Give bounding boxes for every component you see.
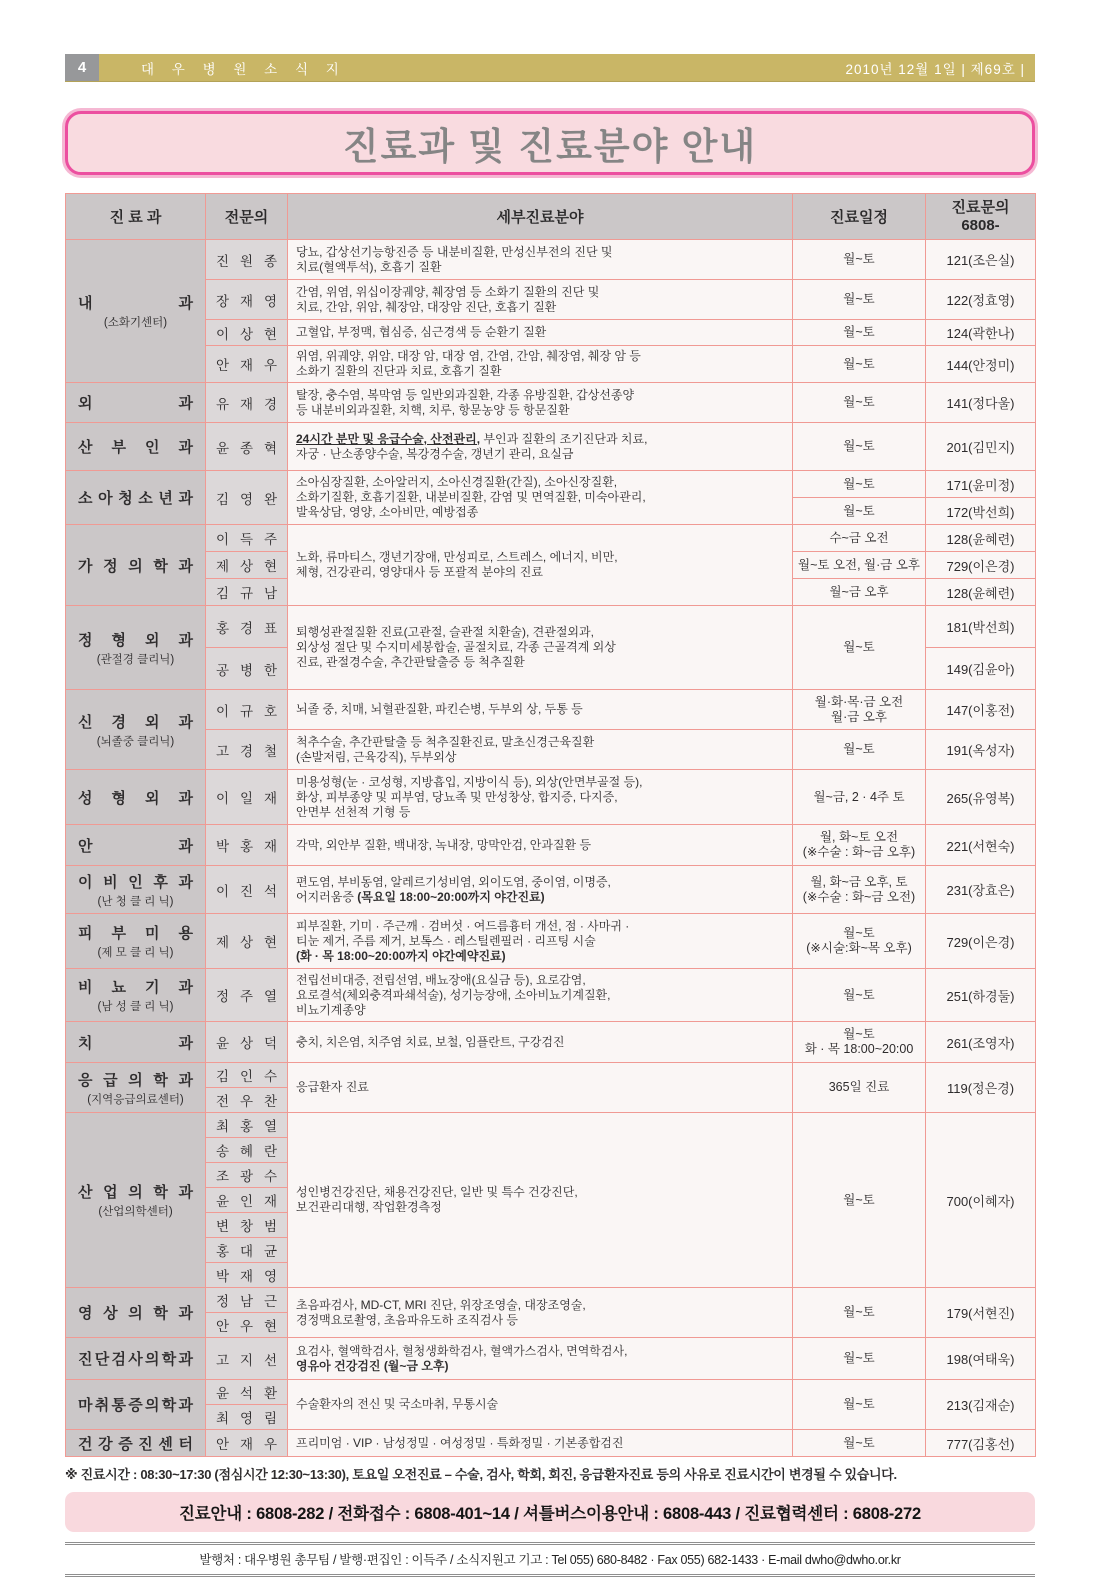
doctor-name: 정 주 열 xyxy=(216,989,277,1004)
table-row xyxy=(66,383,1036,423)
doctor-cell xyxy=(206,240,288,280)
doctor-cell xyxy=(206,1113,288,1138)
schedule-cell: 월~토 xyxy=(793,346,926,383)
doctor-name: 홍 경 표 xyxy=(216,620,277,636)
contact-cell: 149(김윤아) xyxy=(926,648,1036,690)
contact-band: 진료안내 : 6808-282 / 전화접수 : 6808-401~14 / 셔틀버스이용안내 : 6808-443 / 진료협력센터 : 6808-272 xyxy=(65,1492,1035,1532)
schedule-cell: 월~금, 2 · 4주 토 xyxy=(793,770,926,825)
department-cell xyxy=(66,383,206,423)
schedule-cell: 월·화·목·금 오전 월·금 오후 xyxy=(793,690,926,730)
fields-cell: 뇌졸 중, 치매, 뇌혈관질환, 파킨슨병, 두부외 상, 두통 등 xyxy=(288,690,793,730)
department-cell xyxy=(66,1288,206,1338)
table-row xyxy=(66,240,1036,280)
schedule-cell: 월~금 오후 xyxy=(793,579,926,606)
fields-cell: 노화, 류마티스, 갱년기장애, 만성피로, 스트레스, 에너지, 비만, 체형, 건강관리, 영양대사 등 포괄적 분야의 진료 xyxy=(288,525,793,606)
table-row xyxy=(66,969,1036,1022)
schedule-cell: 월~토 xyxy=(793,1430,926,1457)
contact-cell: 198(여태욱) xyxy=(926,1338,1036,1380)
schedule-cell: 월~토 xyxy=(793,423,926,471)
department-name: 피 부 미 용 xyxy=(78,925,193,942)
fields-cell: 피부질환, 기미 · 주근깨 · 검버섯 · 여드름흉터 개선, 점 · 사마귀 · 티눈 제거, 주름 제거, 보톡스 · 레스틸렌필러 · 리프팅 시술 (화 · 목 18:00~20:00까지 야간예약진료) xyxy=(288,914,793,969)
doctor-cell xyxy=(206,1263,288,1288)
department-name: 진 단 검 사 의 학 과 xyxy=(78,1351,193,1368)
contact-cell: 191(옥성자) xyxy=(926,730,1036,770)
schedule-cell: 월~토 xyxy=(793,730,926,770)
department-name: 마 취 통 증 의 학 과 xyxy=(78,1397,193,1414)
doctor-cell xyxy=(206,1063,288,1088)
fields-cell: 편도염, 부비동염, 알레르기성비염, 외이도염, 중이염, 이명증, 어지러움증 (목요일 18:00~20:00까지 야간진료) xyxy=(288,866,793,914)
doctor-cell xyxy=(206,423,288,471)
table-row xyxy=(66,320,1036,346)
doctor-name: 정 남 근 xyxy=(216,1294,277,1309)
doctor-name: 고 경 철 xyxy=(216,743,277,759)
doctor-cell xyxy=(206,1213,288,1238)
doctor-name: 고 지 선 xyxy=(216,1352,277,1368)
schedule-cell: 월, 화~금 오후, 토 (※수술 : 화~금 오전) xyxy=(793,866,926,914)
schedule-cell: 월~토 xyxy=(793,471,926,498)
doctor-name: 진 원 종 xyxy=(216,253,277,269)
doctor-cell xyxy=(206,914,288,969)
schedule-cell: 월~토 xyxy=(793,1113,926,1288)
department-name: 영 상 의 학 과 xyxy=(78,1305,193,1322)
department-name: 건 강 증 진 센 터 xyxy=(78,1435,193,1453)
doctor-name: 윤 상 덕 xyxy=(216,1036,277,1051)
contact-cell: 128(윤혜련) xyxy=(926,525,1036,552)
department-subtitle: (소화기센터) xyxy=(103,317,168,329)
department-cell xyxy=(66,690,206,770)
contact-cell: 201(김민지) xyxy=(926,423,1036,471)
department-cell xyxy=(66,969,206,1022)
doctor-name: 최 홍 열 xyxy=(216,1119,277,1134)
fields-cell: 프리미엄 · VIP · 남성정밀 · 여성정밀 · 특화정밀 · 기본종합검진 xyxy=(288,1430,793,1457)
doctor-name: 유 재 경 xyxy=(216,396,277,412)
doctor-name: 제 상 현 xyxy=(216,935,277,950)
fields-cell: 초음파검사, MD-CT, MRI 진단, 위장조영술, 대장조영술, 경정맥요로촬영, 초음파유도하 조직검사 등 xyxy=(288,1288,793,1338)
department-subtitle: (관절경 클리닉) xyxy=(96,653,175,666)
fields-cell: 척추수술, 추간판탈출 등 척추질환진료, 말초신경근육질환 (손발저림, 근육강직), 두부외상 xyxy=(288,730,793,770)
contact-cell: 261(조영자) xyxy=(926,1022,1036,1063)
col-header-contact-line2: 6808- xyxy=(961,216,1000,234)
doctor-cell xyxy=(206,690,288,730)
department-cell xyxy=(66,1380,206,1430)
doctor-cell xyxy=(206,280,288,320)
department-name: 외 과 xyxy=(78,395,193,412)
department-name: 정 형 외 과 xyxy=(78,631,193,649)
doctor-name: 조 광 수 xyxy=(216,1169,277,1184)
doctor-cell xyxy=(206,1088,288,1113)
contact-cell: 144(안정미) xyxy=(926,346,1036,383)
publisher-line: 발행처 : 대우병원 총무팀 / 발행·편집인 : 이득주 / 소식지원고 기고 : Tel 055) 680-8482 · Fax 055) 682-1433 · E-mail dwho@dwho.or.kr xyxy=(65,1542,1035,1577)
department-name: 안 과 xyxy=(78,837,193,855)
schedule-cell: 수~금 오전 xyxy=(793,525,926,552)
department-cell xyxy=(66,240,206,383)
schedule-cell: 365일 진료 xyxy=(793,1063,926,1113)
doctor-cell xyxy=(206,866,288,914)
contact-cell: 700(이혜자) xyxy=(926,1113,1036,1288)
doctor-name: 안 재 우 xyxy=(216,1437,277,1452)
department-cell xyxy=(66,606,206,690)
schedule-cell: 월~토 xyxy=(793,320,926,346)
contact-cell: 265(유영복) xyxy=(926,770,1036,825)
hours-note: ※ 진료시간 : 08:30~17:30 (점심시간 12:30~13:30), 토요일 오전진료 – 수술, 검사, 학회, 회진, 응급환자진료 등의 사유로 진료시간이 변경될 수 있습니다. xyxy=(65,1467,897,1482)
table-row xyxy=(66,914,1036,969)
contact-cell: 777(김홍선) xyxy=(926,1430,1036,1457)
table-row xyxy=(66,825,1036,866)
doctor-name: 송 혜 란 xyxy=(216,1144,277,1159)
table-row xyxy=(66,866,1036,914)
table-row xyxy=(66,730,1036,770)
department-cell xyxy=(66,825,206,866)
doctor-cell xyxy=(206,552,288,579)
doctor-cell xyxy=(206,1430,288,1457)
fields-cell: 위염, 위궤양, 위암, 대장 암, 대장 염, 간염, 간암, 췌장염, 췌장 암 등 소화기 질환의 진단과 치료, 호흡기 질환 xyxy=(288,346,793,383)
doctor-name: 박 홍 재 xyxy=(216,839,277,854)
table-row xyxy=(66,1288,1036,1313)
schedule-cell: 월~토 xyxy=(793,383,926,423)
doctor-cell xyxy=(206,770,288,825)
fields-cell: 각막, 외안부 질환, 백내장, 녹내장, 망막안검, 안과질환 등 xyxy=(288,825,793,866)
schedule-cell: 월~토 화 · 목 18:00~20:00 xyxy=(793,1022,926,1063)
department-cell xyxy=(66,1430,206,1457)
department-cell xyxy=(66,914,206,969)
table-row xyxy=(66,690,1036,730)
department-name: 가 정 의 학 과 xyxy=(78,557,193,575)
department-cell xyxy=(66,525,206,606)
contact-cell: 172(박선희) xyxy=(926,498,1036,525)
schedule-cell: 월, 화~토 오전 (※수술 : 화~금 오후) xyxy=(793,825,926,866)
department-name: 소 아 청 소 년 과 xyxy=(78,490,193,507)
doctor-cell xyxy=(206,579,288,606)
department-cell xyxy=(66,1022,206,1063)
fields-cell: 전립선비대증, 전립선염, 배뇨장애(요실금 등), 요로감염, 요로결석(체외충격파쇄석술), 성기능장애, 소아비뇨기계질환, 비뇨기계종양 xyxy=(288,969,793,1022)
doctor-cell xyxy=(206,1022,288,1063)
contact-cell: 213(김재순) xyxy=(926,1380,1036,1430)
fields-cell: 고혈압, 부정맥, 협심증, 심근경색 등 순환기 질환 xyxy=(288,320,793,346)
doctor-cell xyxy=(206,346,288,383)
schedule-cell: 월~토 xyxy=(793,969,926,1022)
department-name: 성 형 외 과 xyxy=(78,789,193,807)
fields-cell: 성인병건강진단, 채용건강진단, 일반 및 특수 건강진단, 보건관리대행, 작업환경측정 xyxy=(288,1113,793,1288)
section-title-box xyxy=(65,111,1035,175)
doctor-cell xyxy=(206,730,288,770)
doctor-cell xyxy=(206,969,288,1022)
page-number: 4 xyxy=(65,54,99,81)
schedule-cell: 월~토 xyxy=(793,1380,926,1430)
newsletter-title: 대 우 병 원 소 식 지 xyxy=(141,61,346,77)
department-name: 이 비 인 후 과 xyxy=(78,873,193,891)
section-title: 진료과 및 진료분야 안내 xyxy=(342,126,758,167)
schedule-cell: 월~토 xyxy=(793,240,926,280)
contact-cell: 147(이홍전) xyxy=(926,690,1036,730)
table-header-row xyxy=(66,194,1036,240)
department-name: 내 과 xyxy=(78,295,193,312)
doctor-cell xyxy=(206,1163,288,1188)
doctor-name: 이 진 석 xyxy=(216,883,277,899)
col-header-department: 진 료 과 xyxy=(66,194,206,240)
fields-cell: 간염, 위염, 위십이장궤양, 췌장염 등 소화기 질환의 진단 및 치료, 간암, 위암, 췌장암, 대장암 진단, 호흡기 질환 xyxy=(288,280,793,320)
contact-cell: 729(이은경) xyxy=(926,552,1036,579)
contact-cell: 251(하경둘) xyxy=(926,969,1036,1022)
schedule-cell: 월~토 xyxy=(793,498,926,525)
contact-cell: 171(윤미정) xyxy=(926,471,1036,498)
table-row xyxy=(66,1063,1036,1088)
doctor-cell xyxy=(206,320,288,346)
doctor-name: 윤 종 혁 xyxy=(216,440,277,456)
contact-cell: 181(박선희) xyxy=(926,606,1036,648)
department-name: 신 경 외 과 xyxy=(78,713,193,731)
contact-cell: 119(정은경) xyxy=(926,1063,1036,1113)
contact-cell: 141(정다울) xyxy=(926,383,1036,423)
doctor-name: 전 우 찬 xyxy=(216,1094,277,1109)
contact-cell: 122(정효영) xyxy=(926,280,1036,320)
doctor-cell xyxy=(206,825,288,866)
clinic-table xyxy=(65,193,1036,1457)
table-row xyxy=(66,525,1036,552)
contact-cell: 124(곽한나) xyxy=(926,320,1036,346)
doctor-cell xyxy=(206,1138,288,1163)
doctor-name: 윤 석 환 xyxy=(216,1386,277,1401)
doctor-name: 김 영 완 xyxy=(216,491,277,507)
department-name: 산 업 의 학 과 xyxy=(78,1184,193,1201)
doctor-cell xyxy=(206,1338,288,1380)
fields-cell: 탈장, 충수염, 복막염 등 일반외과질환, 각종 유방질환, 갑상선종양 등 내분비외과질환, 치핵, 치루, 항문농양 등 항문질환 xyxy=(288,383,793,423)
contact-cell: 121(조은실) xyxy=(926,240,1036,280)
doctor-name: 윤 인 재 xyxy=(216,1194,277,1209)
fields-cell: 소아심장질환, 소아알러지, 소아신경질환(간질), 소아신장질환, 소화기질환, 호흡기질환, 내분비질환, 감염 및 면역질환, 미숙아관리, 발육상담, 영양, 소아비만, 예방접종 xyxy=(288,471,793,525)
doctor-name: 이 규 호 xyxy=(216,703,277,719)
table-row xyxy=(66,1022,1036,1063)
table-row xyxy=(66,471,1036,498)
doctor-cell xyxy=(206,1405,288,1430)
department-cell xyxy=(66,866,206,914)
doctor-name: 공 병 한 xyxy=(216,662,277,678)
doctor-name: 장 재 영 xyxy=(216,293,277,309)
department-cell xyxy=(66,471,206,525)
department-cell xyxy=(66,770,206,825)
department-name: 치 과 xyxy=(78,1034,193,1052)
schedule-cell: 월~토 오전, 월·금 오후 xyxy=(793,552,926,579)
fields-cell: 24시간 분만 및 응급수술, 산전관리, 부인과 질환의 조기진단과 치료, 자궁 · 난소종양수술, 복강경수술, 갱년기 관리, 요실금 xyxy=(288,423,793,471)
fields-cell: 미용성형(눈 · 코성형, 지방흡입, 지방이식 등), 외상(안면부골절 등), 화상, 피부종양 및 피부염, 당뇨족 및 만성창상, 합지증, 다지증, 안면부 선천적 기형 등 xyxy=(288,770,793,825)
col-header-contact-line1: 진료문의 xyxy=(951,198,1010,216)
doctor-cell xyxy=(206,606,288,648)
department-cell xyxy=(66,1338,206,1380)
doctor-cell xyxy=(206,383,288,423)
table-row xyxy=(66,606,1036,648)
doctor-cell xyxy=(206,1313,288,1338)
schedule-cell: 월~토 xyxy=(793,1288,926,1338)
fields-cell: 요검사, 혈액학검사, 혈청생화학검사, 혈액가스검사, 면역학검사, 영유아 건강검진 (월~금 오후) xyxy=(288,1338,793,1380)
doctor-name: 이 득 주 xyxy=(216,532,277,547)
fields-cell: 퇴행성관절질환 진료(고관절, 슬관절 치환술), 견관절외과, 외상성 절단 및 수지미세봉합술, 골절치료, 각종 근골격계 외상 진료, 관절경수술, 추간판탈출증 등 척추질환 xyxy=(288,606,793,690)
doctor-cell xyxy=(206,648,288,690)
table-row xyxy=(66,280,1036,320)
contact-cell: 128(윤혜련) xyxy=(926,579,1036,606)
department-name: 응 급 의 학 과 xyxy=(78,1071,193,1089)
table-row xyxy=(66,1338,1036,1380)
table-row xyxy=(66,770,1036,825)
header-bar xyxy=(65,54,1035,81)
department-cell xyxy=(66,1113,206,1288)
department-subtitle: (남 성 클 리 닉) xyxy=(97,1001,174,1013)
table-row xyxy=(66,1113,1036,1138)
doctor-cell xyxy=(206,1288,288,1313)
table-row xyxy=(66,346,1036,383)
doctor-cell xyxy=(206,1188,288,1213)
contact-cell: 221(서현숙) xyxy=(926,825,1036,866)
issue-date: 2010년 12월 1일 | 제69호 | xyxy=(845,61,1025,77)
contact-cell: 729(이은경) xyxy=(926,914,1036,969)
department-name: 비 뇨 기 과 xyxy=(78,979,193,996)
fields-cell: 수술환자의 전신 및 국소마취, 무통시술 xyxy=(288,1380,793,1430)
doctor-name: 김 규 남 xyxy=(216,586,277,601)
department-subtitle: (뇌졸중 클리닉) xyxy=(96,735,175,748)
doctor-name: 김 인 수 xyxy=(216,1069,277,1084)
schedule-cell: 월~토 xyxy=(793,1338,926,1380)
col-header-schedule: 진료일정 xyxy=(793,194,926,240)
department-subtitle: (지역응급의료센터) xyxy=(87,1093,184,1106)
doctor-name: 이 상 현 xyxy=(216,326,277,342)
fields-cell: 충치, 치은염, 치주염 치료, 보철, 임플란트, 구강검진 xyxy=(288,1022,793,1063)
doctor-name: 제 상 현 xyxy=(216,559,277,574)
doctor-name: 이 일 재 xyxy=(216,791,277,806)
schedule-cell: 월~토 xyxy=(793,606,926,690)
table-row xyxy=(66,1380,1036,1405)
table-row xyxy=(66,423,1036,471)
fields-cell: 당뇨, 갑상선기능항진증 등 내분비질환, 만성신부전의 진단 및 치료(혈액투석), 호흡기 질환 xyxy=(288,240,793,280)
table-row xyxy=(66,1430,1036,1457)
doctor-name: 안 우 현 xyxy=(216,1319,277,1334)
doctor-cell xyxy=(206,525,288,552)
fields-cell: 응급환자 진료 xyxy=(288,1063,793,1113)
department-cell xyxy=(66,423,206,471)
col-header-fields: 세부진료분야 xyxy=(288,194,793,240)
department-cell xyxy=(66,1063,206,1113)
doctor-name: 최 영 림 xyxy=(216,1411,277,1426)
doctor-name: 안 재 우 xyxy=(216,358,277,373)
col-header-doctor: 전문의 xyxy=(206,194,288,240)
doctor-name: 박 재 영 xyxy=(216,1269,277,1284)
department-name: 산 부 인 과 xyxy=(78,439,193,456)
schedule-cell: 월~토 (※시술:화~목 오후) xyxy=(793,914,926,969)
department-subtitle: (제 모 클 리 닉) xyxy=(97,947,174,959)
contact-cell: 179(서현진) xyxy=(926,1288,1036,1338)
contact-cell: 231(장효은) xyxy=(926,866,1036,914)
doctor-cell xyxy=(206,1238,288,1263)
department-subtitle: (난 청 클 리 닉) xyxy=(97,895,174,908)
schedule-cell: 월~토 xyxy=(793,280,926,320)
doctor-name: 홍 대 균 xyxy=(216,1244,277,1259)
doctor-cell xyxy=(206,1380,288,1405)
col-header-contact xyxy=(926,194,1036,240)
doctor-name: 변 창 범 xyxy=(216,1219,277,1234)
doctor-cell xyxy=(206,471,288,525)
department-subtitle: (산업의학센터) xyxy=(98,1206,173,1218)
